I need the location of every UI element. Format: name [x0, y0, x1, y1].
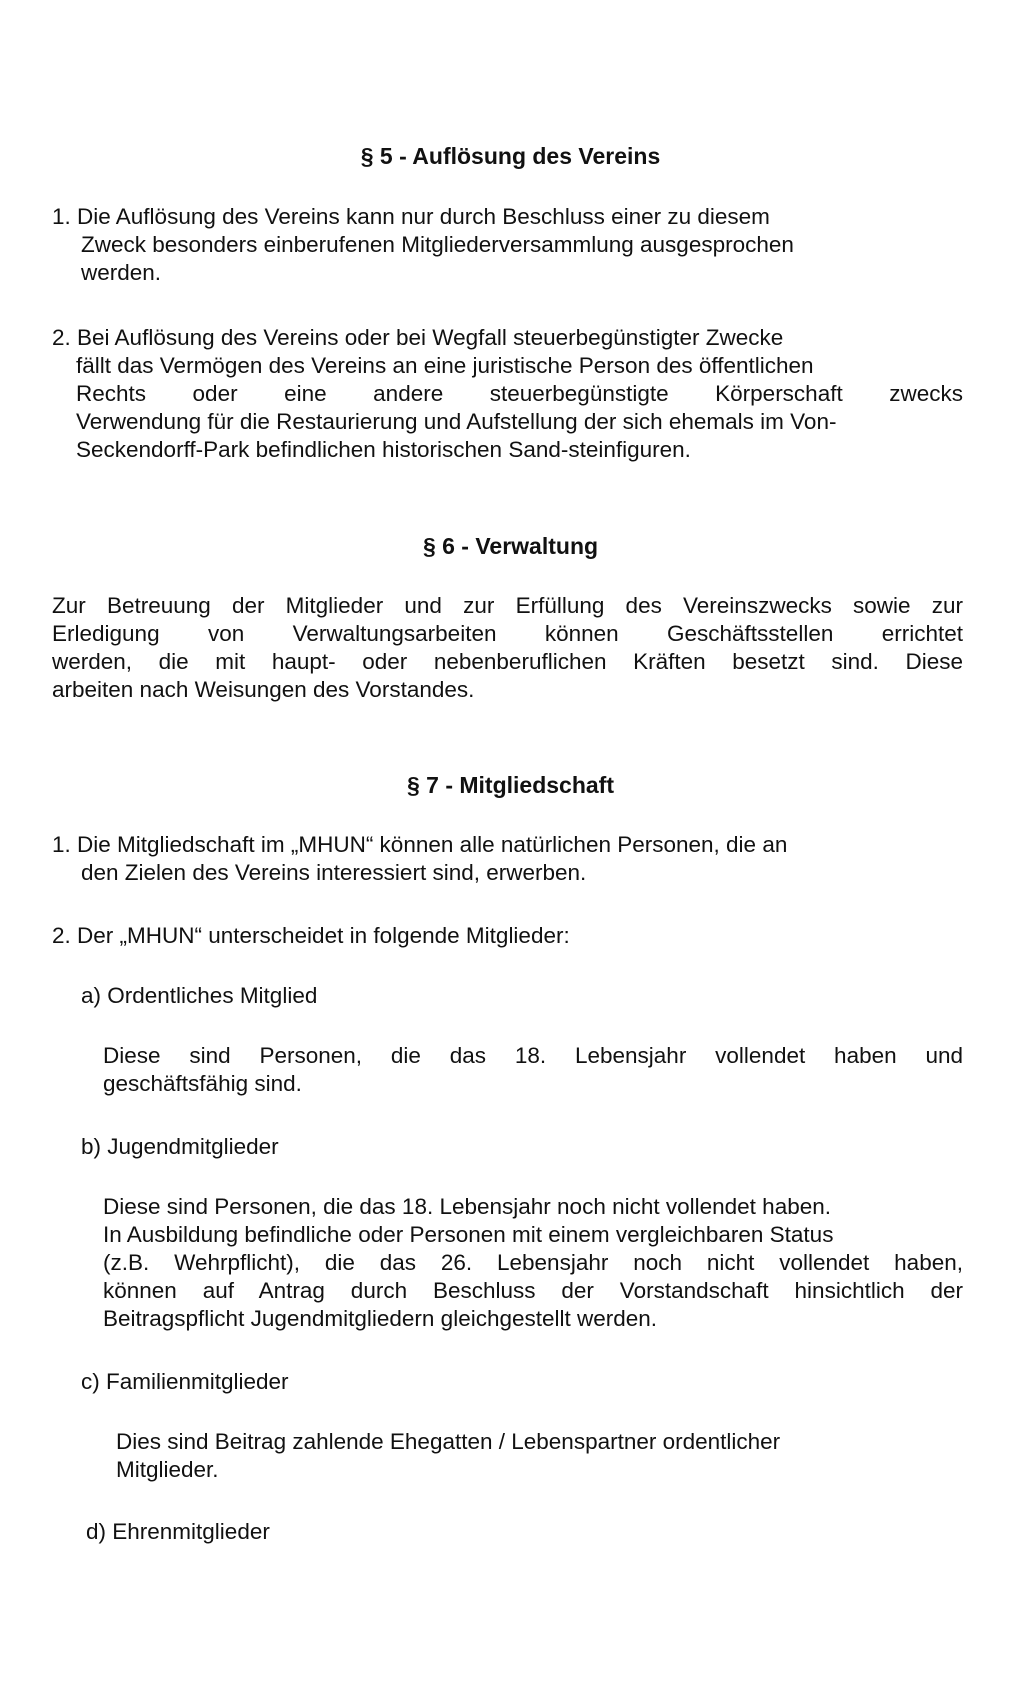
- member-type-c-line-2: Mitglieder.: [116, 1457, 219, 1482]
- member-type-a-label: a) Ordentliches Mitglied: [81, 983, 318, 1008]
- member-type-a-line-1: Diese sind Personen, die das 18. Lebensjahr vollendet haben und: [103, 1043, 963, 1068]
- section-5-item-2-line-5: Seckendorff-Park befindlichen historischen Sand-steinfiguren.: [76, 437, 691, 462]
- member-type-c-label: c) Familienmitglieder: [81, 1369, 289, 1394]
- section-5-item-2-line-1: 2. Bei Auflösung des Vereins oder bei Wegfall steuerbegünstigter Zwecke: [52, 325, 784, 350]
- member-type-b-label: b) Jugendmitglieder: [81, 1134, 279, 1159]
- member-type-b-line-4: können auf Antrag durch Beschluss der Vorstandschaft hinsichtlich der: [103, 1278, 963, 1303]
- member-type-b-line-3: (z.B. Wehrpflicht), die das 26. Lebensjahr noch nicht vollendet haben,: [103, 1250, 963, 1275]
- section-7-heading: § 7 - Mitgliedschaft: [406, 772, 615, 798]
- member-type-b-line-5: Beitragspflicht Jugendmitgliedern gleichgestellt werden.: [103, 1306, 658, 1331]
- member-type-b-line-1: Diese sind Personen, die das 18. Lebensjahr noch nicht vollendet haben.: [103, 1194, 831, 1219]
- section-6-line-2: Erledigung von Verwaltungsarbeiten können Geschäftsstellen errichtet: [52, 621, 963, 646]
- section-5-item-1-line-2: Zweck besonders einberufenen Mitgliederversammlung ausgesprochen: [81, 232, 794, 257]
- section-7-item-2-line-1: 2. Der „MHUN“ unterscheidet in folgende Mitglieder:: [52, 923, 570, 948]
- member-type-c-line-1: Dies sind Beitrag zahlende Ehegatten / Lebenspartner ordentlicher: [116, 1429, 781, 1454]
- section-6-heading: § 6 - Verwaltung: [422, 533, 599, 559]
- section-5-item-2-line-3: Rechts oder eine andere steuerbegünstigte Körperschaft zwecks: [76, 381, 963, 406]
- section-5-item-1-line-1: 1. Die Auflösung des Vereins kann nur durch Beschluss einer zu diesem: [52, 204, 770, 229]
- section-5-item-1-line-3: werden.: [81, 260, 162, 285]
- member-type-d-label: d) Ehrenmitglieder: [86, 1519, 270, 1544]
- section-5-item-2-line-4: Verwendung für die Restaurierung und Aufstellung der sich ehemals im Von-: [76, 409, 837, 434]
- section-5-heading: § 5 - Auflösung des Vereins: [360, 143, 661, 169]
- section-7-item-1-line-2: den Zielen des Vereins interessiert sind, erwerben.: [81, 860, 587, 885]
- member-type-a-line-2: geschäftsfähig sind.: [103, 1071, 302, 1096]
- section-6-line-3: werden, die mit haupt- oder nebenberuflichen Kräften besetzt sind. Diese: [52, 649, 963, 674]
- section-6-line-4: arbeiten nach Weisungen des Vorstandes.: [52, 677, 475, 702]
- section-7-item-1-line-1: 1. Die Mitgliedschaft im „MHUN“ können alle natürlichen Personen, die an: [52, 832, 788, 857]
- section-6-line-1: Zur Betreuung der Mitglieder und zur Erfüllung des Vereinszwecks sowie zur: [52, 593, 963, 618]
- section-5-item-2-line-2: fällt das Vermögen des Vereins an eine juristische Person des öffentlichen: [76, 353, 814, 378]
- member-type-b-line-2: In Ausbildung befindliche oder Personen mit einem vergleichbaren Status: [103, 1222, 834, 1247]
